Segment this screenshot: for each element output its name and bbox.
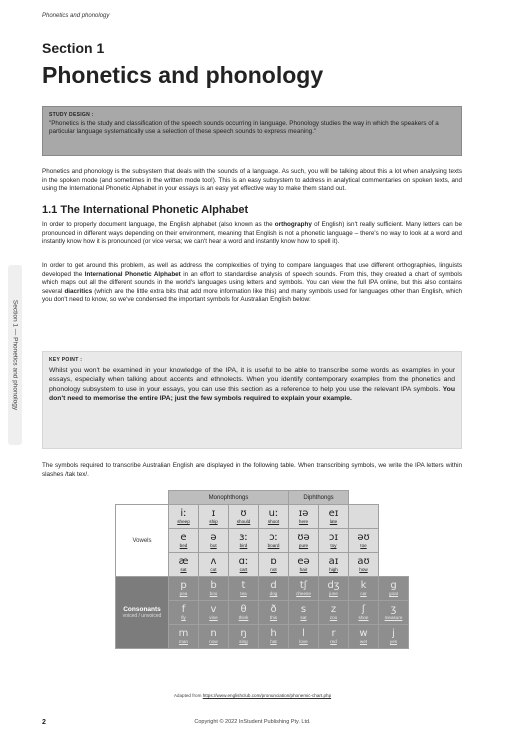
ipa-example-word: here bbox=[298, 519, 309, 524]
ipa-cell bbox=[319, 601, 349, 625]
ipa-cell bbox=[229, 625, 259, 649]
ipa-symbol: f bbox=[181, 604, 186, 615]
ipa-symbol: p bbox=[180, 580, 187, 591]
ipa-symbol: uː bbox=[268, 508, 279, 519]
ipa-symbol: tʃ bbox=[299, 580, 308, 591]
ipa-symbol: b bbox=[210, 580, 217, 591]
ipa-cell bbox=[229, 529, 259, 553]
ipa-p1-text-a: In order to properly document language, the English alphabet (also known as the bbox=[42, 221, 275, 228]
ipa-symbol: ɒ bbox=[270, 556, 277, 567]
ipa-symbol: eɪ bbox=[328, 508, 339, 519]
ipa-symbol: əʊ bbox=[357, 532, 370, 543]
ipa-cell bbox=[169, 553, 199, 577]
ipa-symbol: ɔː bbox=[269, 532, 278, 543]
ipa-example-word: not bbox=[270, 567, 277, 572]
ipa-symbol: h bbox=[270, 628, 277, 639]
ipa-symbol: r bbox=[331, 628, 336, 639]
ipa-symbol: ð bbox=[270, 604, 277, 615]
ipa-symbol: ɑː bbox=[238, 556, 249, 567]
vowel-row-spacer bbox=[379, 505, 409, 529]
ipa-example-word: sat bbox=[180, 567, 187, 572]
intro-paragraph: Phonetics and phonology is the subsystem that deals with the sounds of a language. As such, you will be talking about this a lot when analysing texts in the spoken mode (and sometimes in the written mode too!). This is an easy subsystem to address in analytical commentaries on spoken texts, and using the International Phonetic Alphabet in your essays is an easy yet effective way to make them stand out. bbox=[42, 168, 462, 193]
ipa-symbol: θ bbox=[240, 604, 247, 615]
ipa-example-word: fly bbox=[181, 615, 186, 620]
ipa-cell bbox=[319, 553, 349, 577]
ipa-cell bbox=[169, 505, 199, 529]
ipa-symbol: l bbox=[302, 628, 305, 639]
ipa-example-word: bird bbox=[239, 543, 248, 548]
ipa-cell bbox=[349, 601, 379, 625]
ipa-symbol: ʊə bbox=[297, 532, 310, 543]
key-point-text: Whilst you won't be examined in your knowledge of the IPA, it is useful to be able to transcribe some words as examples in your essays, especially when talking about accents and ethnolects. When you identify contemporary examples from the phonetics and phonology subsystem to use in your essays, you can use this section as a reference to help you use the relevant IPA symbols. bbox=[49, 367, 455, 393]
page-number: 2 bbox=[42, 719, 46, 726]
ipa-p2-text-a: In order to get around this problem, as well as address the complexities of trying to compare languages that use different orthographies, linguists developed the bbox=[42, 262, 462, 278]
ipa-cell bbox=[199, 601, 229, 625]
key-point-box bbox=[42, 351, 462, 449]
ipa-example-word: vine bbox=[209, 615, 218, 620]
ipa-cell bbox=[289, 529, 319, 553]
ipa-example-word: shoe bbox=[358, 615, 369, 620]
page-title: Phonetics and phonology bbox=[42, 62, 324, 88]
ipa-cell bbox=[169, 625, 199, 649]
ipa-cell bbox=[199, 553, 229, 577]
ipa-example-word: hair bbox=[299, 567, 308, 572]
ipa-symbol: t bbox=[241, 580, 246, 591]
ipa-symbol: v bbox=[210, 604, 217, 615]
ipa-example-word: goat bbox=[389, 591, 398, 596]
vowel-row bbox=[116, 505, 409, 529]
ipa-example-word: think bbox=[238, 615, 249, 620]
copyright-notice: Copyright © 2022 InStudent Publishing Pty. Ltd. bbox=[194, 719, 311, 725]
ipa-symbol: ɔɪ bbox=[328, 532, 339, 543]
ipa-cell bbox=[289, 625, 319, 649]
ipa-symbol: e bbox=[180, 532, 187, 543]
ipa-example-word: pea bbox=[179, 591, 188, 596]
side-section-tab bbox=[8, 265, 22, 445]
ipa-cell bbox=[169, 529, 199, 553]
ipa-example-word: car bbox=[360, 591, 367, 596]
ipa-example-word: hat bbox=[270, 639, 277, 644]
ipa-symbol: ɪə bbox=[298, 508, 309, 519]
study-design-label: STUDY DESIGN : bbox=[49, 112, 94, 118]
ipa-cell bbox=[349, 577, 379, 601]
ipa-paragraph-1 bbox=[42, 221, 462, 247]
table-header-spacer bbox=[349, 491, 379, 505]
ipa-example-word: how bbox=[359, 567, 368, 572]
ipa-example-word: sing bbox=[239, 639, 248, 644]
ipa-example-word: bed bbox=[179, 543, 188, 548]
study-design-text: "Phonetics is the study and classification of the speech sounds occurring in language. Phonology studies the way in which the speakers of a particular language systematically use a selection of these speech sounds to express meaning." bbox=[49, 120, 439, 136]
ipa-symbol: aɪ bbox=[328, 556, 339, 567]
ipa-paragraph-2 bbox=[42, 262, 462, 305]
ipa-example-word: love bbox=[299, 639, 308, 644]
vowels-row-label: Vowels bbox=[116, 505, 169, 577]
ipa-example-word: cut bbox=[210, 567, 217, 572]
ipa-cell bbox=[169, 601, 199, 625]
key-point-emphasis: You don't need to memorise the entire IPA; just the few symbols required to explain your example. bbox=[49, 385, 455, 402]
ipa-cell bbox=[259, 505, 289, 529]
ipa-cell bbox=[199, 625, 229, 649]
ipa-cell bbox=[349, 553, 379, 577]
ipa-cell bbox=[289, 505, 319, 529]
ipa-example-word: toy bbox=[330, 543, 337, 548]
ipa-example-word: dog bbox=[269, 591, 278, 596]
ipa-cell bbox=[319, 505, 349, 529]
ipa-p2-text-c: (which are the little extra bits that add more information like this) and many symbols used for languages other than English, which you don't need to know, so we've condensed the important symbols for Australian English below: bbox=[42, 287, 462, 304]
ipa-cell bbox=[169, 577, 199, 601]
ipa-cell bbox=[379, 625, 409, 649]
monophthongs-header: Monophthongs bbox=[169, 491, 289, 505]
ipa-chart-table bbox=[115, 490, 409, 649]
diphthongs-header: Diphthongs bbox=[289, 491, 349, 505]
ipa-cell bbox=[229, 553, 259, 577]
ipa-cell bbox=[319, 577, 349, 601]
ipa-symbol: dʒ bbox=[327, 580, 340, 591]
ipa-p1-text-b: of English) isn't really sufficient. Many letters can be pronounced in different ways depending on their environment, meaning that English is not a phonetic language – there's no way to look at a word and instantly know how it is pronounced (or vice versa; we can't hear a word and instantly know how to spell it). bbox=[42, 221, 462, 246]
ipa-symbol: z bbox=[330, 604, 337, 615]
ipa-symbol: æ bbox=[178, 556, 189, 567]
ipa-example-word: sat bbox=[300, 615, 307, 620]
key-point-label: KEY POINT : bbox=[49, 357, 83, 363]
ipa-term: International Phonetic Alphabet bbox=[84, 270, 181, 278]
ipa-example-word: cart bbox=[239, 567, 248, 572]
ipa-symbol: s bbox=[300, 604, 307, 615]
ipa-symbol: ʒ bbox=[390, 604, 397, 615]
adapted-from-prefix: Adapted from bbox=[173, 693, 203, 698]
consonants-sublabel: voiced / unvoiced bbox=[122, 613, 162, 619]
ipa-example-word: tea bbox=[240, 591, 247, 596]
consonants-row-label bbox=[116, 577, 169, 649]
ipa-example-word: board bbox=[267, 543, 280, 548]
diacritics-term: diacritics bbox=[64, 287, 93, 295]
ipa-example-word: yes bbox=[389, 639, 398, 644]
ipa-cell bbox=[289, 601, 319, 625]
ipa-p2-text-b: in an effort to standardise analysis of speech sounds. From this, they created a chart of symbols which maps out all the different sounds in the world's languages using letters and symbols. You can view the full IPA online, but this also contains several bbox=[42, 270, 462, 295]
ipa-cell bbox=[349, 505, 379, 529]
ipa-example-word: sheep bbox=[177, 519, 190, 524]
ipa-example-word: ship bbox=[209, 519, 218, 524]
ipa-cell bbox=[349, 529, 379, 553]
study-design-box bbox=[42, 106, 462, 156]
ipa-symbol: ŋ bbox=[240, 628, 247, 639]
ipa-example-word: red bbox=[330, 639, 337, 644]
ipa-symbol: ʌ bbox=[210, 556, 217, 567]
consonants-label: Consonants bbox=[123, 606, 161, 613]
table-corner bbox=[116, 491, 169, 505]
ipa-cell bbox=[259, 625, 289, 649]
ipa-example-word: june bbox=[329, 591, 338, 596]
source-link[interactable]: https://www.englishclub.com/pronunciation/phonemic-chart.php bbox=[202, 693, 332, 698]
ipa-symbol: ɜː bbox=[239, 532, 248, 543]
ipa-cell bbox=[229, 601, 259, 625]
ipa-symbol: m bbox=[178, 628, 189, 639]
ipa-cell bbox=[379, 601, 409, 625]
orthography-term: orthography bbox=[274, 221, 312, 228]
side-section-label: Section 1 — Phonetics and phonology bbox=[11, 299, 19, 411]
ipa-cell bbox=[229, 505, 259, 529]
ipa-example-word: man bbox=[179, 639, 188, 644]
ipa-example-word: measure bbox=[384, 615, 403, 620]
ipa-cell bbox=[349, 625, 379, 649]
ipa-cell bbox=[259, 553, 289, 577]
ipa-symbol: ə bbox=[210, 532, 217, 543]
ipa-example-word: this bbox=[269, 615, 278, 620]
adapted-from-credit bbox=[0, 693, 505, 698]
ipa-symbol: d bbox=[270, 580, 277, 591]
ipa-cell bbox=[229, 577, 259, 601]
ipa-example-word: late bbox=[329, 519, 338, 524]
ipa-example-word: pure bbox=[298, 543, 309, 548]
ipa-example-word: now bbox=[209, 639, 218, 644]
ipa-example-word: zoo bbox=[329, 615, 338, 620]
ipa-cell bbox=[289, 553, 319, 577]
subsection-heading: 1.1 The International Phonetic Alphabet bbox=[42, 204, 249, 216]
ipa-example-word: but bbox=[210, 543, 217, 548]
ipa-symbol: k bbox=[360, 580, 367, 591]
ipa-symbol: n bbox=[210, 628, 217, 639]
ipa-symbol: ʊ bbox=[240, 508, 247, 519]
table-intro: The symbols required to transcribe Australian English are displayed in the following table. When transcribing symbols, we write the IPA letters within slashes /tak tex/. bbox=[42, 462, 462, 478]
ipa-example-word: should bbox=[236, 519, 251, 524]
ipa-example-word: toe bbox=[360, 543, 367, 548]
ipa-cell bbox=[379, 577, 409, 601]
ipa-symbol: ɪ bbox=[211, 508, 216, 519]
ipa-symbol: ʃ bbox=[361, 604, 366, 615]
ipa-cell bbox=[259, 577, 289, 601]
vowel-row-spacer bbox=[379, 553, 409, 577]
ipa-symbol: w bbox=[359, 628, 368, 639]
ipa-cell bbox=[289, 577, 319, 601]
ipa-cell bbox=[259, 529, 289, 553]
ipa-symbol: j bbox=[392, 628, 395, 639]
ipa-cell bbox=[319, 625, 349, 649]
ipa-symbol: g bbox=[390, 580, 397, 591]
ipa-symbol: iː bbox=[180, 508, 187, 519]
ipa-example-word: wet bbox=[359, 639, 368, 644]
running-header: Phonetics and phonology bbox=[42, 13, 110, 19]
ipa-example-word: boo bbox=[209, 591, 218, 596]
vowel-row-spacer bbox=[379, 529, 409, 553]
ipa-cell bbox=[319, 529, 349, 553]
ipa-cell bbox=[199, 577, 229, 601]
ipa-example-word: shoot bbox=[267, 519, 280, 524]
ipa-symbol: eə bbox=[297, 556, 310, 567]
consonant-row bbox=[116, 577, 409, 601]
ipa-cell bbox=[199, 529, 229, 553]
ipa-example-word: cheese bbox=[296, 591, 311, 596]
table-header-spacer bbox=[379, 491, 409, 505]
ipa-example-word: high bbox=[329, 567, 338, 572]
ipa-symbol: aʊ bbox=[357, 556, 370, 567]
ipa-cell bbox=[259, 601, 289, 625]
ipa-cell bbox=[199, 505, 229, 529]
section-number: Section 1 bbox=[42, 40, 105, 56]
